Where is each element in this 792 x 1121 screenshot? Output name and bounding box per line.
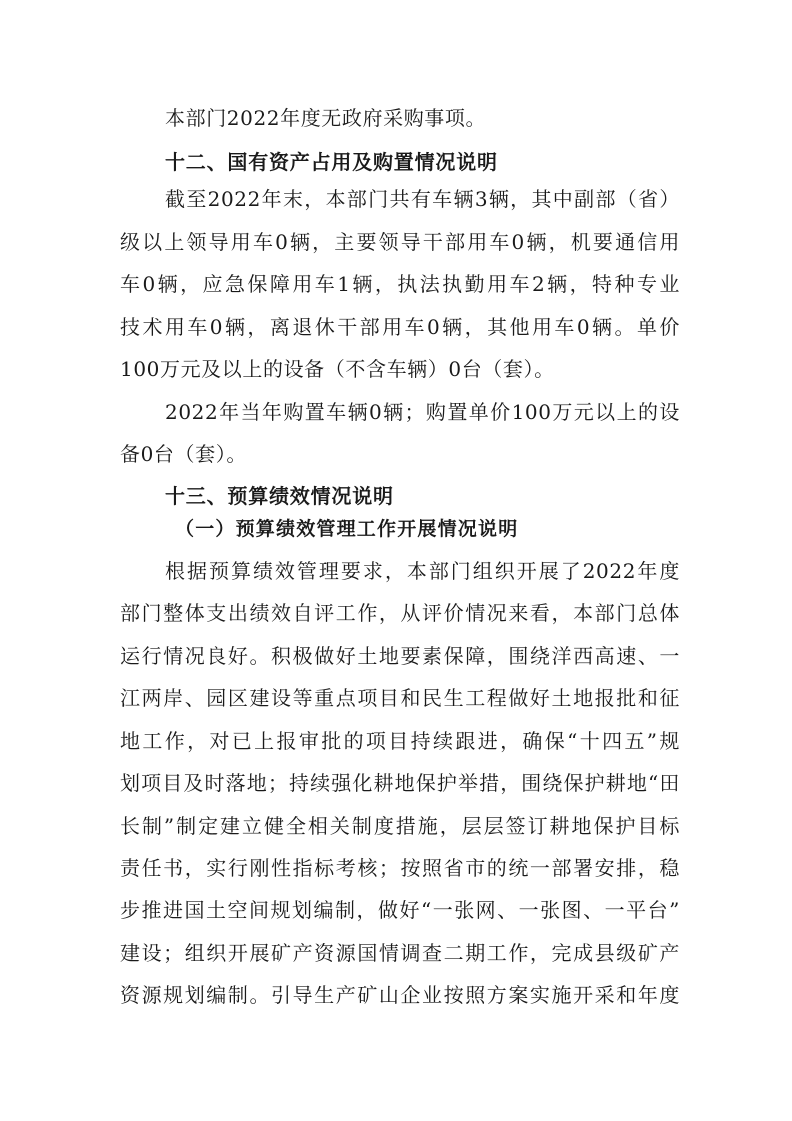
section-heading-13: 十三、预算绩效情况说明 [165,484,394,508]
paragraph-line: 建设；组织开展矿产资源国情调查二期工作，完成县级矿产 [120,941,680,965]
paragraph-line: 部门整体支出绩效自评工作，从评价情况来看，本部门总体 [120,601,680,625]
paragraph-line: 步推进国土空间规划编制，做好“一张网、一张图、一平台” [120,898,680,922]
paragraph-line: 级以上领导用车0辆，主要领导干部用车0辆，机要通信用 [120,230,680,254]
paragraph-line: 资源规划编制。引导生产矿山企业按照方案实施开采和年度 [120,983,680,1007]
subsection-heading-1: （一）预算绩效管理工作开展情况说明 [175,518,519,540]
paragraph-line: 备0台（套）。 [120,442,247,466]
paragraph-line: 2022年当年购置车辆0辆；购置单价100万元以上的设 [165,400,680,424]
paragraph-line: 划项目及时落地；持续强化耕地保护举措，围绕保护耕地“田 [120,771,680,795]
paragraph-line: 车0辆，应急保障用车1辆，执法执勤用车2辆，特种专业 [120,272,680,296]
paragraph-procurement: 本部门2022年度无政府采购事项。 [165,106,487,130]
paragraph-line: 根据预算绩效管理要求，本部门组织开展了2022年度 [165,559,680,583]
paragraph-line: 技术用车0辆，离退休干部用车0辆，其他用车0辆。单价 [120,315,680,339]
paragraph-line: 地工作，对已上报审批的项目持续跟进，确保“十四五”规 [120,729,680,753]
section-heading-12: 十二、国有资产占用及购置情况说明 [165,150,498,174]
paragraph-line: 长制”制定建立健全相关制度措施，层层签订耕地保护目标 [120,814,680,838]
paragraph-line: 责任书，实行刚性指标考核；按照省市的统一部署安排，稳 [120,856,680,880]
paragraph-line: 截至2022年末，本部门共有车辆3辆，其中副部（省） [165,187,680,211]
paragraph-line: 100万元及以上的设备（不含车辆）0台（套）。 [120,357,555,381]
paragraph-line: 运行情况良好。积极做好土地要素保障，围绕洋西高速、一 [120,644,680,668]
paragraph-line: 江两岸、园区建设等重点项目和民生工程做好土地报批和征 [120,686,680,710]
